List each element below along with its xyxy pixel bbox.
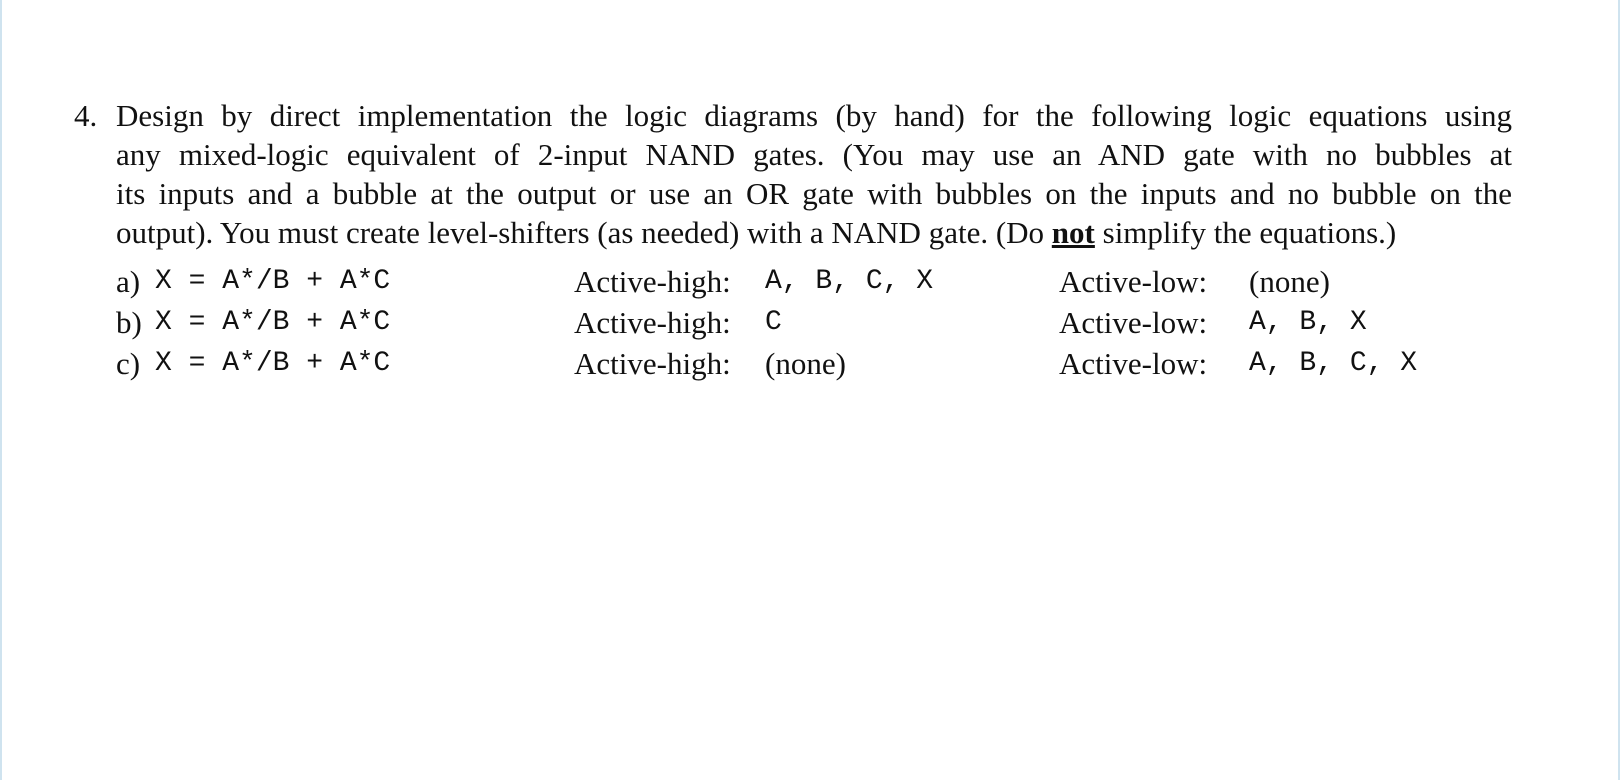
problem-line-4-before: output). You must create level-shifters (as needed) with a NAND gate. (Do	[116, 215, 1052, 250]
emphasis-not: not	[1051, 215, 1095, 250]
active-high-value: (none)	[765, 346, 846, 381]
active-high-value: C	[765, 307, 782, 338]
list-item	[2, 262, 1618, 302]
active-high-value: A, B, C, X	[765, 266, 934, 297]
active-low-label: Active-low:	[1059, 305, 1208, 340]
document-page	[2, 0, 1618, 780]
active-low-label: Active-low:	[1059, 346, 1208, 381]
active-low-label: Active-low:	[1059, 264, 1208, 299]
active-high-label: Active-high:	[574, 264, 731, 299]
problem-line-3: its inputs and a bubble at the output or use an OR gate with bubbles on the inputs and no bubble on the	[116, 176, 1512, 211]
active-high-label: Active-high:	[574, 346, 731, 381]
problem-line-2: any mixed-logic equivalent of 2-input NAND gates. (You may use an AND gate with no bubbles at	[116, 137, 1512, 172]
problem-number: 4.	[74, 98, 98, 133]
problem-line-4	[116, 213, 1396, 253]
active-low-value: A, B, C, X	[1249, 348, 1418, 379]
equation: X = A*/B + A*C	[155, 348, 391, 379]
item-label: b)	[116, 305, 142, 340]
problem-line-1: Design by direct implementation the logic diagrams (by hand) for the following logic equations using	[116, 98, 1512, 133]
equation: X = A*/B + A*C	[155, 266, 391, 297]
active-low-value: (none)	[1249, 264, 1330, 299]
active-high-label: Active-high:	[574, 305, 731, 340]
list-item	[2, 344, 1618, 384]
active-low-value: A, B, X	[1249, 307, 1367, 338]
problem-line-4-after: simplify the equations.)	[1094, 215, 1397, 250]
item-label: c)	[116, 346, 141, 381]
list-item	[2, 303, 1618, 343]
equation: X = A*/B + A*C	[155, 307, 391, 338]
item-label: a)	[116, 264, 141, 299]
